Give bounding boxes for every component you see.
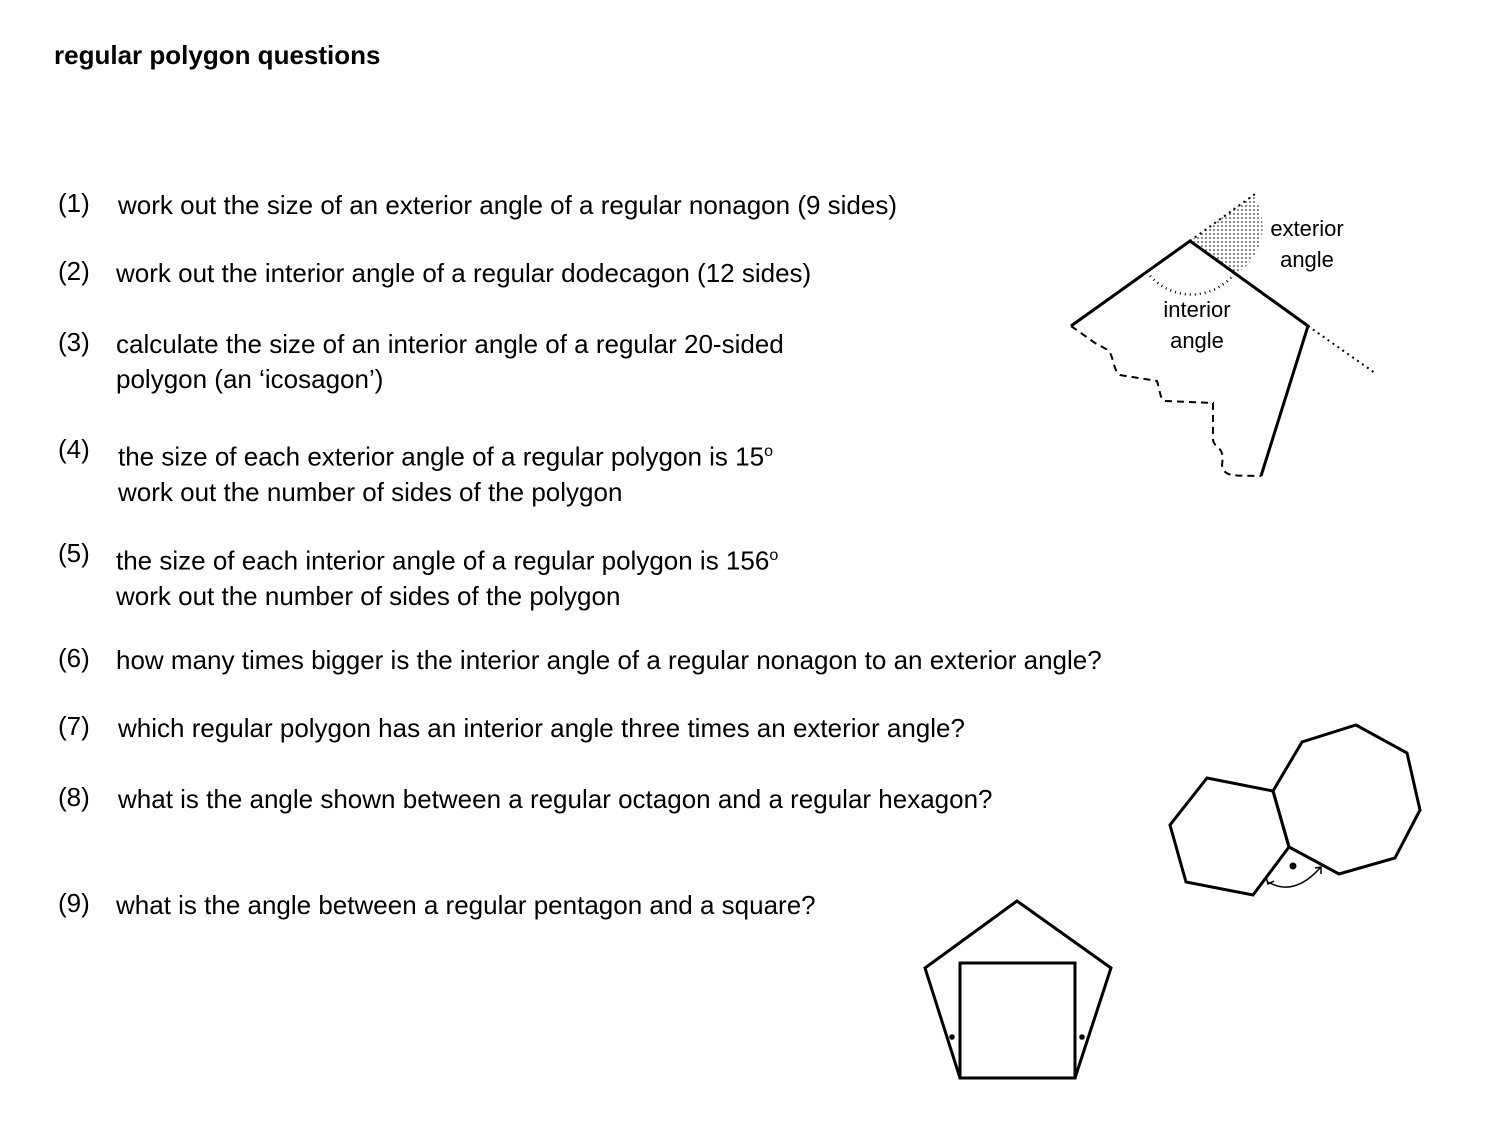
angle-marker-dot	[1079, 1034, 1085, 1040]
question-number: (3)	[58, 327, 90, 357]
hexagon	[1170, 778, 1289, 895]
question-text: the size of each interior angle of a regular polygon is 156	[116, 545, 770, 576]
interior-angle-arc	[1147, 272, 1235, 295]
question-text: work out the size of an exterior angle of a regular nonagon (9 sides)	[118, 190, 898, 220]
question-text: work out the interior angle of a regular dodecagon (12 sides)	[116, 258, 812, 288]
question-text: what is the angle shown between a regular octagon and a regular hexagon?	[118, 784, 993, 814]
octagon	[1273, 725, 1420, 874]
question-text: work out the number of sides of the polygon	[118, 476, 623, 507]
question-text: the size of each exterior angle of a regular polygon is 15	[118, 441, 765, 472]
square	[960, 963, 1075, 1078]
question-number: (8)	[58, 782, 90, 812]
degree-symbol: o	[764, 443, 773, 460]
question-number: (6)	[58, 643, 90, 673]
question-number: (1)	[58, 188, 90, 218]
question-text: which regular polygon has an interior angle three times an exterior angle?	[118, 713, 965, 743]
label-line: interior	[1163, 297, 1231, 322]
question-number: (4)	[58, 434, 90, 464]
question-text: calculate the size of an interior angle of a regular 20-sided	[116, 329, 784, 359]
question-number: (9)	[58, 888, 90, 918]
question-text: what is the angle between a regular pentagon and a square?	[116, 890, 816, 920]
pentagon	[925, 901, 1111, 1078]
question-number: (7)	[58, 711, 90, 741]
label-line: exterior	[1270, 216, 1344, 241]
page-title: regular polygon questions	[54, 40, 381, 70]
label-line: angle	[1170, 328, 1224, 353]
angle-marker-dot	[949, 1034, 955, 1040]
degree-symbol: o	[769, 547, 779, 564]
question-number: (5)	[58, 538, 90, 568]
question-text: polygon (an ‘icosagon’)	[116, 364, 384, 394]
label-line: angle	[1280, 247, 1334, 272]
exterior-angle-label	[1255, 213, 1359, 275]
polygon-edges	[1071, 241, 1308, 476]
angle-marker-dot	[1290, 863, 1297, 870]
extension-line	[1308, 326, 1375, 373]
angle-arc	[1268, 868, 1320, 887]
question-number: (2)	[58, 256, 90, 286]
interior-angle-label	[1145, 294, 1249, 356]
question-text: how many times bigger is the interior angle of a regular nonagon to an exterior angle?	[116, 645, 1102, 675]
octagon-hexagon-diagram	[1170, 725, 1420, 895]
exterior-angle-shading	[1190, 195, 1263, 274]
pentagon-square-diagram	[925, 901, 1111, 1078]
question-text: work out the number of sides of the polygon	[116, 580, 621, 611]
